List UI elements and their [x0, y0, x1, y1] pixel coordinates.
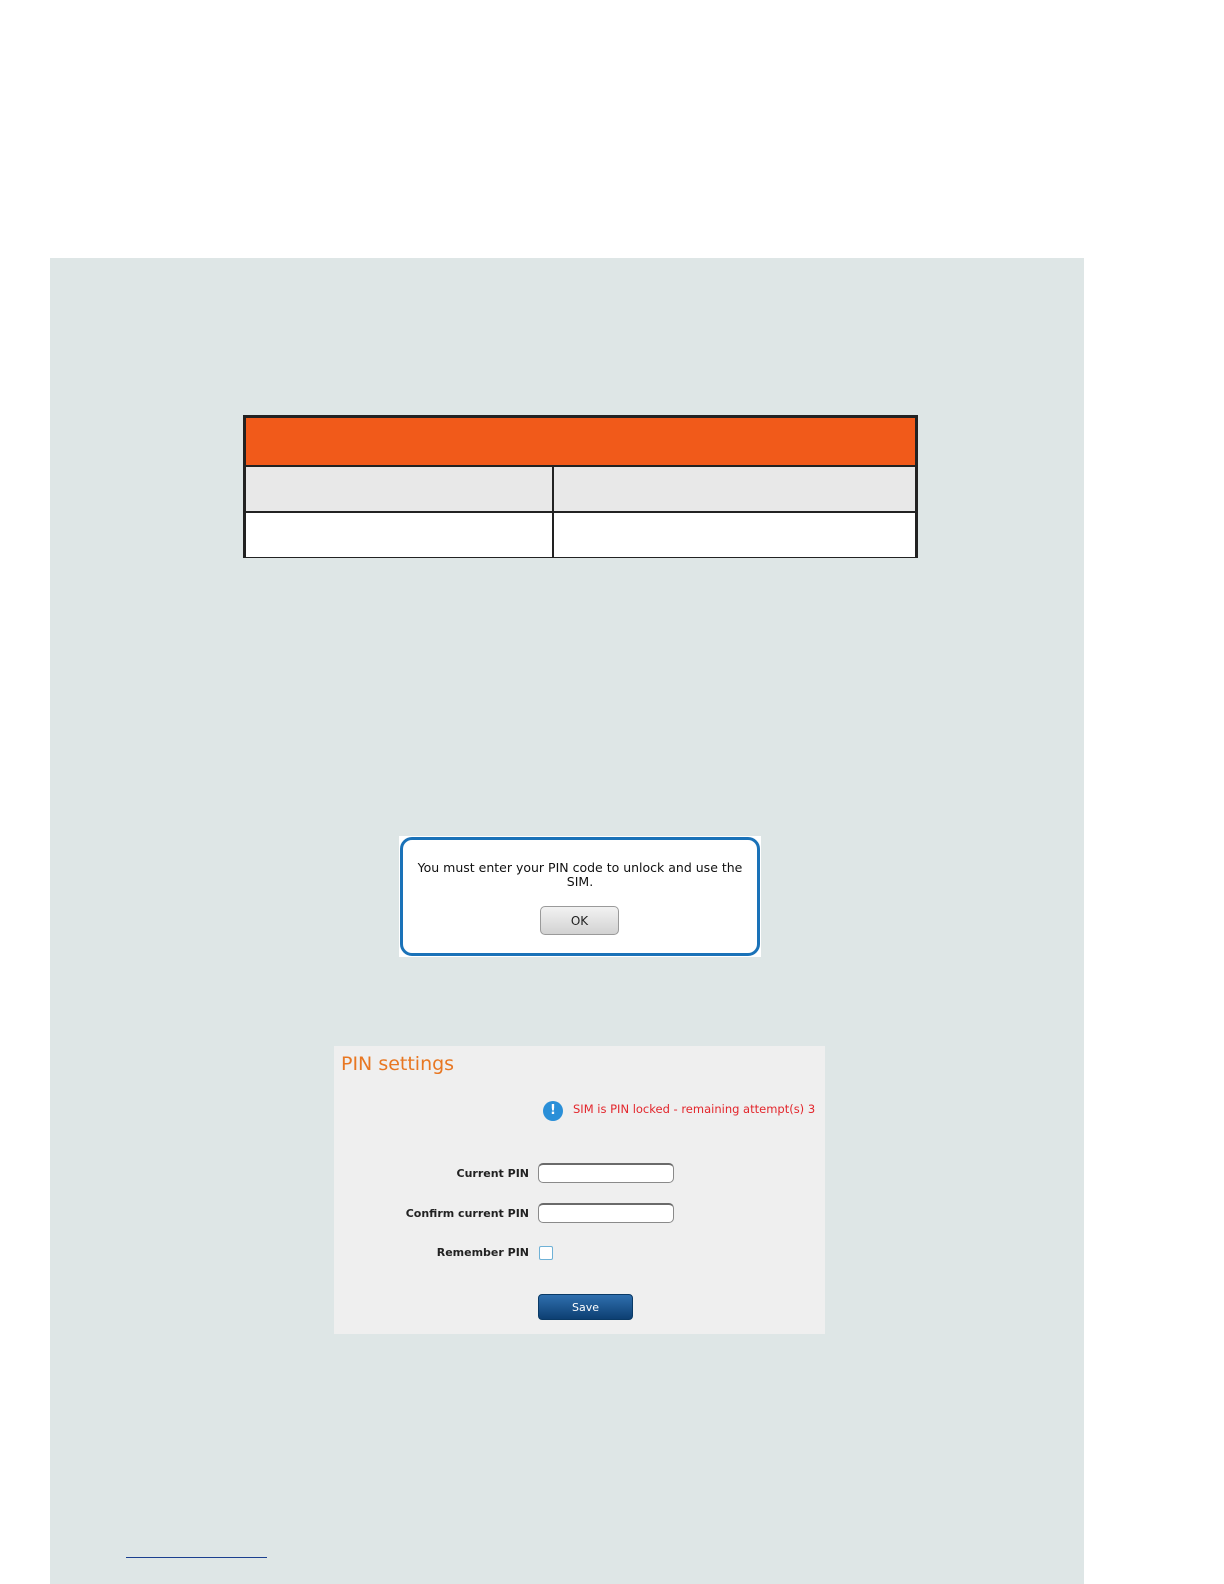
- info-icon: !: [543, 1101, 563, 1121]
- remember-pin-checkbox[interactable]: [539, 1246, 553, 1260]
- table-row: [246, 467, 915, 513]
- dialog-message: You must enter your PIN code to unlock and use the SIM.: [417, 860, 743, 889]
- table-cell: [556, 513, 915, 557]
- pin-required-dialog-screenshot: [399, 836, 761, 957]
- current-pin-input[interactable]: [538, 1163, 674, 1183]
- pin-locked-status: SIM is PIN locked - remaining attempt(s) 3: [573, 1102, 816, 1116]
- current-pin-label: Current PIN: [456, 1167, 529, 1180]
- table-header: [246, 418, 915, 467]
- table-row: [246, 513, 915, 557]
- pin-settings-title: PIN settings: [341, 1053, 455, 1075]
- confirm-pin-label: Confirm current PIN: [405, 1207, 529, 1220]
- info-table: [243, 415, 918, 558]
- table-cell: [246, 513, 554, 557]
- remember-pin-label: Remember PIN: [436, 1246, 529, 1259]
- table-cell: [556, 467, 915, 511]
- pin-settings-screenshot: [334, 1046, 825, 1334]
- pin-required-dialog: [400, 837, 760, 956]
- save-button[interactable]: Save: [538, 1294, 633, 1320]
- ok-button[interactable]: OK: [540, 906, 619, 935]
- footnote-separator: [126, 1557, 267, 1558]
- table-cell: [246, 467, 554, 511]
- confirm-pin-input[interactable]: [538, 1203, 674, 1223]
